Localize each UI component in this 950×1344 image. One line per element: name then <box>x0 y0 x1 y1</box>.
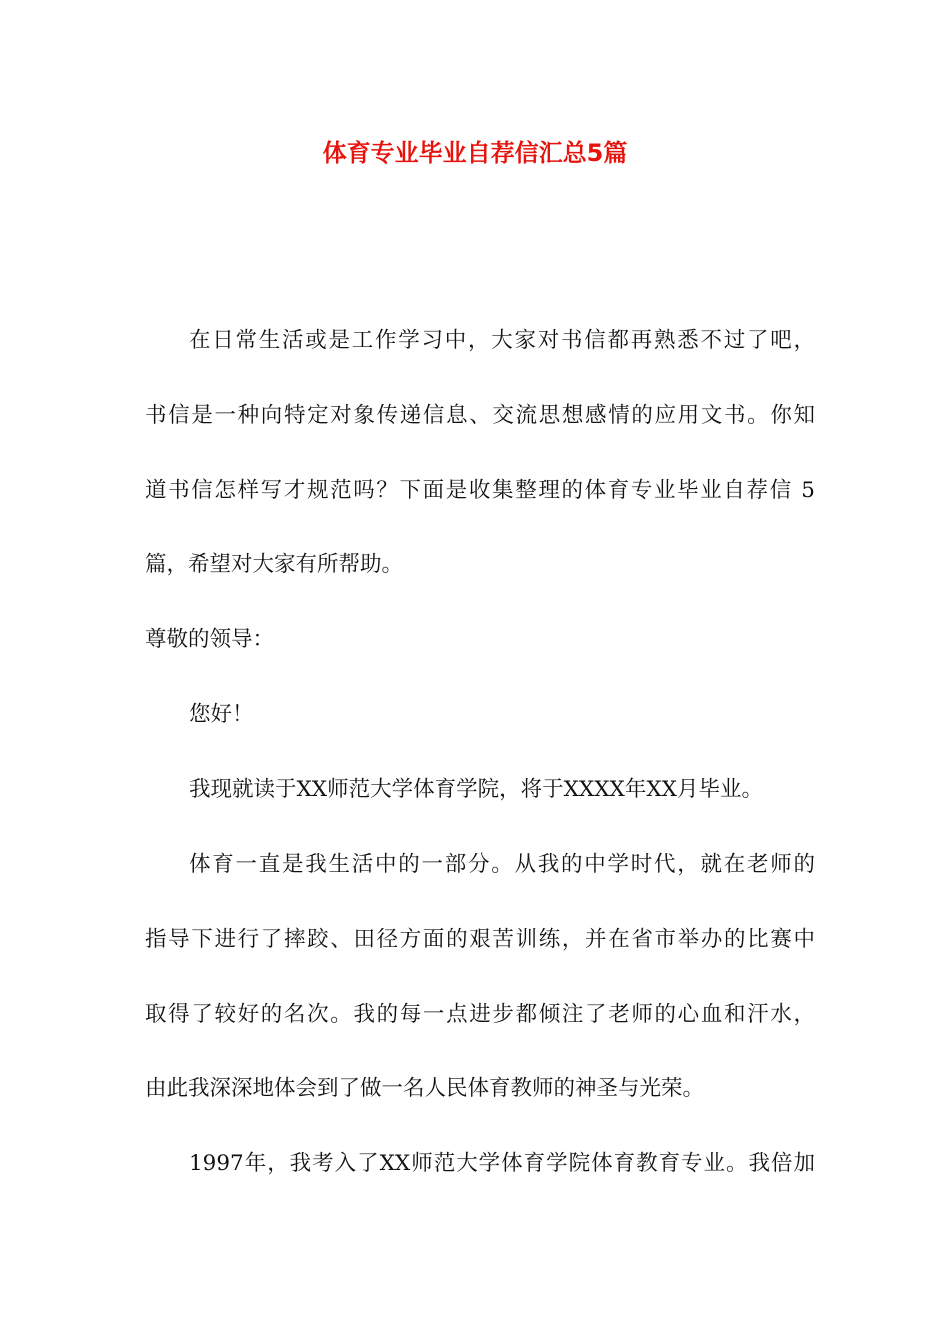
paragraph-line: 篇，希望对大家有所帮助。 <box>145 552 404 577</box>
document-title: 体育专业毕业自荐信汇总5篇 <box>322 139 628 167</box>
paragraph-line: 指导下进行了摔跤、田径方面的艰苦训练，并在省市举办的比赛中 <box>145 927 815 952</box>
paragraph-line: 由此我深深地体会到了做一名人民体育教师的神圣与光荣。 <box>145 1076 705 1101</box>
paragraph-line: 道书信怎样写才规范吗？下面是收集整理的体育专业毕业自荐信 5 <box>145 478 815 503</box>
paragraph-line: 取得了较好的名次。我的每一点进步都倾注了老师的心血和汗水， <box>145 1002 815 1027</box>
greeting: 您好！ <box>189 702 254 727</box>
paragraph-line: 我现就读于XX师范大学体育学院，将于XXXX年XX月毕业。 <box>189 777 763 802</box>
paragraph-line: 体育一直是我生活中的一部分。从我的中学时代，就在老师的 <box>189 852 815 877</box>
paragraph-line: 书信是一种向特定对象传递信息、交流思想感情的应用文书。你知 <box>145 403 815 428</box>
salutation: 尊敬的领导： <box>145 627 275 652</box>
paragraph-line: 1997年，我考入了XX师范大学体育学院体育教育专业。我倍加 <box>189 1151 815 1176</box>
paragraph-line: 在日常生活或是工作学习中，大家对书信都再熟悉不过了吧， <box>189 328 815 353</box>
